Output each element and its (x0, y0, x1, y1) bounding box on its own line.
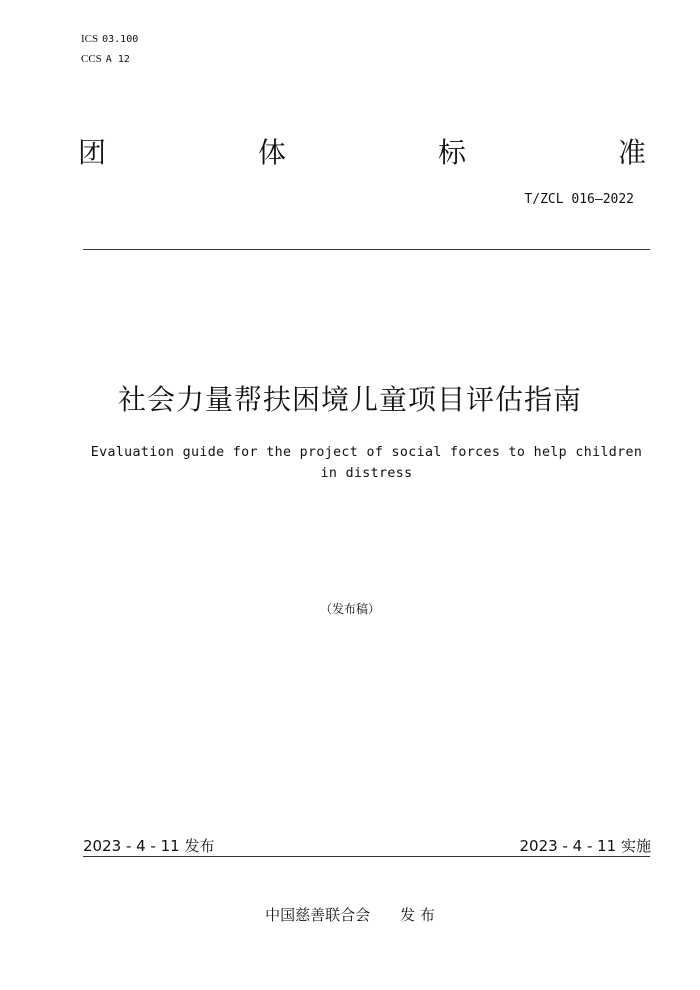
publisher-action: 发 布 (400, 906, 435, 924)
ccs-code: A 12 (105, 54, 130, 65)
ics-code: 03.100 (102, 34, 139, 45)
implementation-date: 2023 - 4 - 11 实施 (519, 837, 651, 855)
standard-type-char: 准 (617, 136, 646, 169)
document-title-english: Evaluation guide for the project of social forces to help children in distress (90, 445, 643, 481)
standard-type-char: 团 (78, 136, 107, 169)
ics-line (81, 33, 138, 46)
standard-type-char: 标 (437, 136, 466, 169)
draft-status: （发布稿） (319, 602, 380, 616)
top-divider (83, 249, 650, 250)
bottom-divider (83, 856, 650, 857)
standard-number: T/ZCL 016—2022 (524, 192, 634, 207)
standard-type-char: 体 (257, 136, 286, 169)
issue-date: 2023 - 4 - 11 发布 (83, 837, 215, 855)
ccs-line (81, 53, 130, 66)
publisher-name: 中国慈善联合会 (265, 906, 371, 924)
ics-label: ICS (81, 33, 99, 45)
document-title-chinese: 社会力量帮扶困境儿童项目评估指南 (117, 383, 582, 416)
ccs-label: CCS (81, 53, 102, 65)
publisher-line (0, 904, 700, 925)
standard-type (78, 133, 646, 173)
